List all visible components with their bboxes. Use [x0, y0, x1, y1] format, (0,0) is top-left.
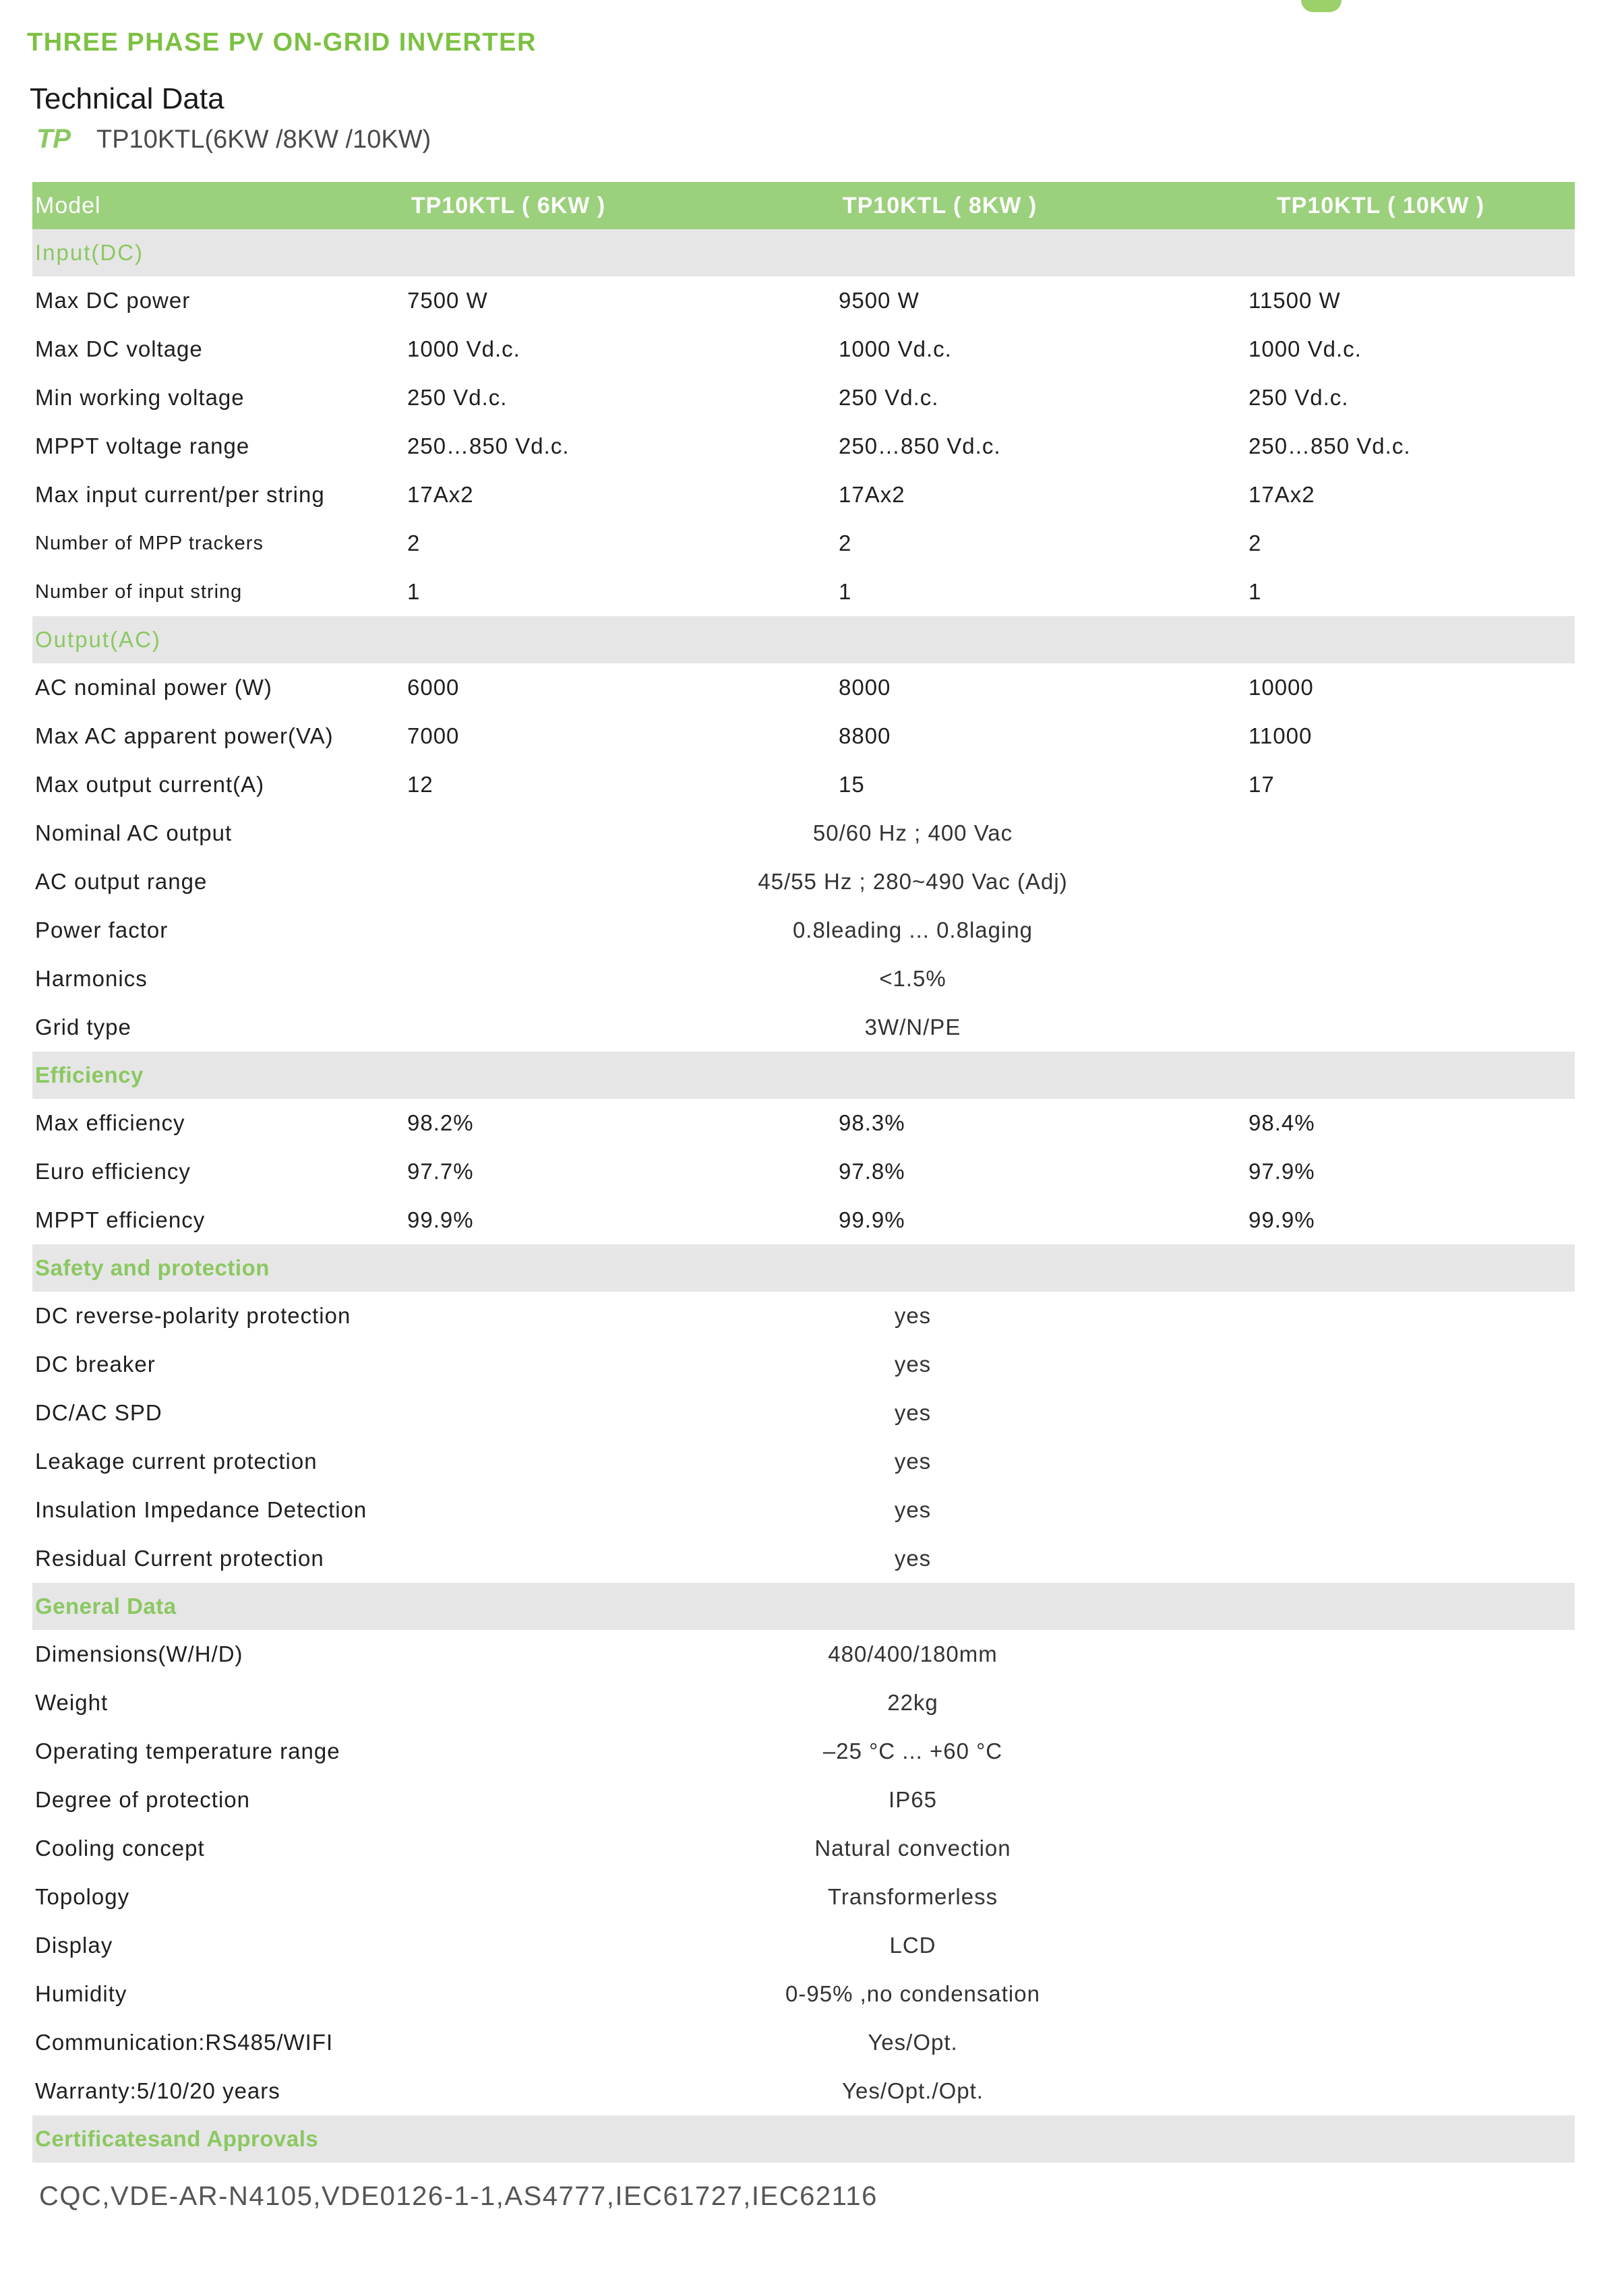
row-value-10kw: 250 Vd.c.: [1249, 385, 1349, 410]
table-row: [32, 568, 1575, 616]
row-value-6kw: 98.2%: [407, 1110, 474, 1135]
row-label: AC output range: [35, 869, 208, 894]
row-value-8kw: 1: [839, 579, 852, 604]
table-row: [32, 663, 1575, 712]
table-row: [32, 1970, 1575, 2018]
row-value-all: Yes/Opt./Opt.: [842, 2078, 984, 2103]
row-label: AC nominal power (W): [35, 675, 272, 700]
row-value-all: yes: [894, 1546, 932, 1571]
row-value-all: Transformerless: [827, 1884, 998, 1909]
row-value-10kw: 11500 W: [1249, 288, 1341, 313]
table-row: [32, 1196, 1575, 1244]
row-label: Insulation Impedance Detection: [35, 1497, 367, 1522]
row-value-6kw: 99.9%: [407, 1207, 474, 1232]
row-label: MPPT voltage range: [35, 433, 250, 458]
header-col-10kw: TP10KTL ( 10KW ): [1276, 192, 1485, 218]
row-value-8kw: 98.3%: [839, 1110, 905, 1135]
table-header-row: [32, 182, 1575, 229]
table-row: [32, 760, 1575, 809]
row-value-6kw: 250…850 Vd.c.: [407, 433, 570, 458]
section-header-output: [32, 616, 1575, 663]
table-row: [32, 1679, 1575, 1727]
table-row: [32, 857, 1575, 906]
row-value-all: Yes/Opt.: [868, 2030, 958, 2055]
table-row: [32, 1630, 1575, 1679]
row-value-10kw: 99.9%: [1249, 1207, 1315, 1232]
row-value-10kw: 1000 Vd.c.: [1249, 336, 1362, 361]
section-title-efficiency: Efficiency: [35, 1062, 144, 1087]
row-value-all: yes: [894, 1303, 932, 1328]
row-label: Warranty:5/10/20 years: [35, 2078, 280, 2103]
header-label-model: Model: [35, 192, 101, 218]
row-value-8kw: 17Ax2: [839, 482, 905, 507]
row-value-8kw: 250…850 Vd.c.: [839, 433, 1001, 458]
table-row: [32, 1824, 1575, 1873]
row-value-10kw: 17Ax2: [1249, 482, 1315, 507]
row-value-all: 480/400/180mm: [828, 1641, 998, 1666]
row-value-8kw: 250 Vd.c.: [839, 385, 939, 410]
row-value-all: 50/60 Hz ; 400 Vac: [812, 820, 1013, 845]
row-value-all: IP65: [889, 1787, 937, 1812]
section-title-certificates: Certificatesand Approvals: [35, 2126, 319, 2151]
table-row: [32, 373, 1575, 422]
row-label: Number of MPP trackers: [35, 532, 264, 554]
row-value-8kw: 1000 Vd.c.: [839, 336, 952, 361]
row-label: Power factor: [35, 917, 169, 942]
header-col-8kw: TP10KTL ( 8KW ): [842, 192, 1037, 218]
section-title: Technical Data: [30, 82, 224, 115]
row-value-all: 22kg: [887, 1690, 938, 1715]
row-value-10kw: 1: [1249, 579, 1262, 604]
section-header-safety: [32, 1244, 1575, 1292]
header-col-6kw: TP10KTL ( 6KW ): [411, 192, 606, 218]
table-row: [32, 2018, 1575, 2067]
row-label: Dimensions(W/H/D): [35, 1641, 243, 1666]
row-label: DC/AC SPD: [35, 1400, 162, 1425]
row-value-10kw: 2: [1249, 531, 1262, 555]
model-line: [36, 124, 431, 154]
row-label: DC breaker: [35, 1352, 156, 1377]
row-value-all: yes: [894, 1352, 932, 1377]
row-value-6kw: 17Ax2: [407, 482, 474, 507]
table-row: [32, 2067, 1575, 2115]
brand-logo-mark: [1301, 0, 1342, 12]
row-value-all: yes: [894, 1497, 932, 1522]
row-value-6kw: 1: [407, 579, 421, 604]
table-row: [32, 471, 1575, 519]
row-label: DC reverse-polarity protection: [35, 1303, 351, 1328]
row-value-6kw: 1000 Vd.c.: [407, 336, 520, 361]
row-value-all: 0.8leading ... 0.8laging: [792, 917, 1033, 942]
table-row: [32, 1003, 1575, 1052]
row-label: MPPT efficiency: [35, 1207, 206, 1232]
row-value-6kw: 250 Vd.c.: [407, 385, 508, 410]
row-value-6kw: 12: [407, 772, 433, 797]
table-row: [32, 325, 1575, 373]
table-row: [32, 1099, 1575, 1147]
section-header-input: [32, 229, 1575, 276]
row-value-6kw: 2: [407, 531, 421, 555]
table-row: [32, 955, 1575, 1003]
model-name: TP10KTL(6KW /8KW /10KW): [96, 125, 431, 154]
row-label: Topology: [35, 1884, 130, 1909]
row-value-10kw: 11000: [1249, 723, 1313, 748]
row-value-all: <1.5%: [879, 966, 946, 991]
row-value-all: 3W/N/PE: [864, 1015, 961, 1039]
row-label: Display: [35, 1933, 113, 1958]
table-row: [32, 1873, 1575, 1921]
row-value-8kw: 97.8%: [839, 1159, 905, 1184]
brand-title: THREE PHASE PV ON-GRID INVERTER: [27, 28, 537, 57]
row-value-8kw: 9500 W: [839, 288, 920, 313]
row-label: Max output current(A): [35, 772, 265, 797]
row-value-all: 0-95% ,no condensation: [785, 1981, 1040, 2006]
section-header-efficiency: [32, 1052, 1575, 1099]
table-row: [32, 1340, 1575, 1389]
table-row: [32, 1389, 1575, 1437]
row-value-all: yes: [894, 1400, 932, 1425]
row-label: Residual Current protection: [35, 1546, 324, 1571]
page-header: [27, 28, 1577, 154]
table-row: [32, 1486, 1575, 1534]
row-value-10kw: 250…850 Vd.c.: [1249, 433, 1411, 458]
section-title-safety: Safety and protection: [35, 1255, 270, 1280]
table-row: [32, 1776, 1575, 1824]
table-row: [32, 1147, 1575, 1196]
row-label: Max AC apparent power(VA): [35, 723, 334, 748]
row-value-6kw: 97.7%: [407, 1159, 474, 1184]
row-value-all: LCD: [889, 1933, 936, 1958]
row-label: Cooling concept: [35, 1836, 205, 1861]
table-row: [32, 276, 1575, 325]
table-row: [32, 712, 1575, 760]
row-label: Max efficiency: [35, 1110, 185, 1135]
row-value-10kw: 97.9%: [1249, 1159, 1315, 1184]
section-title-general: General Data: [35, 1594, 177, 1619]
row-label: Operating temperature range: [35, 1739, 340, 1763]
row-label: Degree of protection: [35, 1787, 251, 1812]
table-row: [32, 906, 1575, 955]
row-label: Min working voltage: [35, 385, 245, 410]
table-row: [32, 422, 1575, 471]
table-row: [32, 1727, 1575, 1776]
table-row: [32, 519, 1575, 568]
section-title-input: Input(DC): [35, 240, 144, 265]
row-value-all: –25 °C ... +60 °C: [822, 1739, 1003, 1763]
row-value-all: 45/55 Hz ; 280~490 Vac (Adj): [758, 869, 1068, 894]
table-row: [32, 809, 1575, 857]
row-value-8kw: 8800: [839, 723, 891, 748]
certificates-list: CQC,VDE-AR-N4105,VDE0126-1-1,AS4777,IEC61727,IEC62116: [39, 2181, 878, 2211]
row-value-all: yes: [894, 1449, 932, 1474]
row-value-all: Natural convection: [814, 1836, 1011, 1861]
row-label: Max DC power: [35, 288, 191, 313]
table-row: [32, 1534, 1575, 1583]
tp-logo: TP: [36, 124, 71, 154]
row-label: Nominal AC output: [35, 820, 233, 845]
spec-table: [32, 182, 1575, 2212]
row-label: Harmonics: [35, 966, 148, 991]
row-label: Max DC voltage: [35, 336, 203, 361]
row-value-8kw: 15: [839, 772, 865, 797]
row-value-6kw: 7500 W: [407, 288, 488, 313]
section-header-general: [32, 1583, 1575, 1630]
row-value-6kw: 7000: [407, 723, 460, 748]
row-value-10kw: 10000: [1249, 675, 1314, 700]
row-label: Euro efficiency: [35, 1159, 191, 1184]
row-value-6kw: 6000: [407, 675, 460, 700]
row-value-10kw: 17: [1249, 772, 1275, 797]
row-value-8kw: 2: [839, 531, 852, 555]
row-label: Grid type: [35, 1015, 131, 1039]
row-label: Communication:RS485/WIFI: [35, 2030, 334, 2055]
section-title-output: Output(AC): [35, 627, 161, 652]
table-row: [32, 1292, 1575, 1340]
row-label: Weight: [35, 1690, 109, 1715]
row-value-10kw: 98.4%: [1249, 1110, 1315, 1135]
row-label: Max input current/per string: [35, 482, 325, 507]
row-label: Humidity: [35, 1981, 127, 2006]
row-value-8kw: 8000: [839, 675, 891, 700]
row-label: Number of input string: [35, 580, 243, 603]
section-header-certificates: [32, 2115, 1575, 2163]
table-row: [32, 1437, 1575, 1486]
table-row: [32, 1921, 1575, 1970]
row-label: Leakage current protection: [35, 1449, 318, 1474]
row-value-8kw: 99.9%: [839, 1207, 905, 1232]
